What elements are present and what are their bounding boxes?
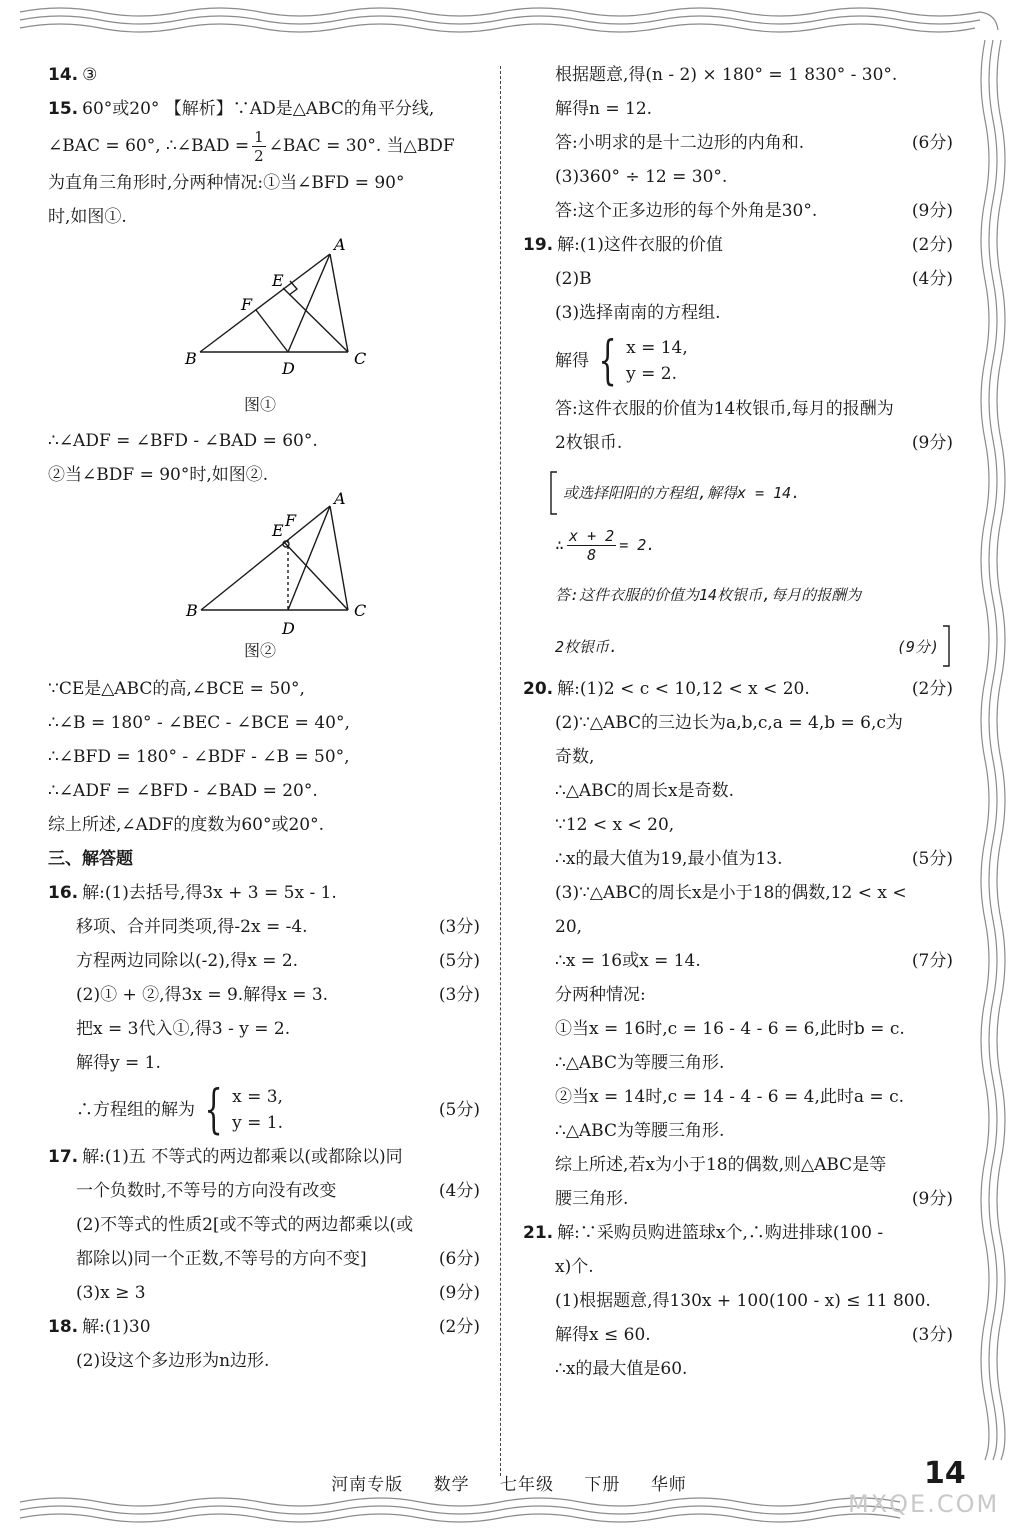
- q15-number: 15.: [48, 99, 79, 119]
- score: (4分): [911, 269, 953, 289]
- q20-line1: [523, 672, 953, 706]
- q21-line4: [523, 1318, 953, 1352]
- q19-text: 答:这件衣服的价值为14枚银币,每月的报酬为: [555, 399, 894, 419]
- q21-text: 解:∵采购员购进篮球x个,∴购进排球(100 -: [557, 1223, 884, 1243]
- score: (7分): [911, 951, 953, 971]
- q15-text: ②当∠BDF = 90°时,如图②.: [48, 465, 269, 485]
- q18-text: 解得n = 12.: [555, 99, 653, 119]
- q21-text: (1)根据题意,得130x + 100(100 - x) ≤ 11 800.: [555, 1291, 931, 1311]
- q21-text: x)个.: [555, 1257, 594, 1277]
- q18-line1: [48, 1310, 480, 1344]
- q14-line: [48, 58, 480, 92]
- score: (5分): [438, 951, 480, 971]
- q15-text: 60°或20° 【解析】∵AD是△ABC的角平分线,: [82, 99, 435, 119]
- q20-line7: [523, 876, 953, 910]
- q21-line3: [523, 1284, 953, 1318]
- fraction-denominator: 8: [587, 545, 597, 564]
- label-e: E: [272, 271, 284, 290]
- q20-line6: [523, 842, 953, 876]
- q21-line2: [523, 1250, 953, 1284]
- page-number: 14: [924, 1456, 966, 1491]
- q18c-line4: [523, 160, 953, 194]
- figure-2-diagram: [48, 492, 480, 642]
- q18-text: 解:(1)30: [82, 1317, 151, 1337]
- q20-line11: [523, 1012, 953, 1046]
- q20-text: ∴x的最大值为19,最小值为13.: [555, 849, 783, 869]
- right-column: [523, 58, 953, 1386]
- equation-system: [195, 1080, 283, 1140]
- system-row: x = 14,: [626, 338, 688, 358]
- left-column: [48, 58, 480, 1378]
- score: (4分): [438, 1181, 480, 1201]
- note-text: = 2.: [619, 536, 656, 554]
- q15-line11: [48, 808, 480, 842]
- q20-text: 腰三角形.: [555, 1189, 629, 1209]
- score: (9分): [911, 201, 953, 221]
- label-f: F: [241, 295, 253, 314]
- q14-number: 14.: [48, 65, 79, 85]
- q19-text: (2)B: [555, 269, 592, 289]
- q15-line1: [48, 92, 480, 126]
- q17-text: (3)x ≥ 3: [76, 1283, 146, 1303]
- q20-line3: [523, 740, 953, 774]
- q15-line7: [48, 672, 480, 706]
- system-row: x = 3,: [232, 1087, 283, 1107]
- q18c-line2: [523, 92, 953, 126]
- q15-text: 综上所述,∠ADF的度数为60°或20°.: [48, 815, 325, 835]
- bisector-ad: [288, 254, 330, 352]
- q17-line3: [48, 1208, 480, 1242]
- q15-text: ∠BAC = 60°, ∴∠BAD =: [48, 136, 250, 156]
- side-ba: [201, 506, 330, 610]
- score: (9分): [896, 638, 939, 656]
- q15-line10: [48, 774, 480, 808]
- q18-text: 根据题意,得(n - 2) × 180° = 1 830° - 30°.: [555, 65, 898, 85]
- footer-grade: 七年级: [500, 1475, 554, 1495]
- score: (5分): [911, 849, 953, 869]
- q21-number: 21.: [523, 1223, 554, 1243]
- q15-text: ∵CE是△ABC的高,∠BCE = 50°,: [48, 679, 305, 699]
- q20-text: ∵12 < x < 20,: [555, 815, 675, 835]
- q16-text: 把x = 3代入①,得3 - y = 2.: [76, 1019, 291, 1039]
- q16-text: (2)① + ②,得3x = 9.解得x = 3.: [76, 985, 329, 1005]
- score: (3分): [911, 1325, 953, 1345]
- label-a: A: [334, 492, 346, 508]
- score: (2分): [911, 235, 953, 255]
- score: (9分): [911, 1189, 953, 1209]
- q20-line13: [523, 1080, 953, 1114]
- q20-text: ∴△ABC为等腰三角形.: [555, 1053, 725, 1073]
- q19-line2: [523, 262, 953, 296]
- q20-text: 解:(1)2 < c < 10,12 < x < 20.: [557, 679, 810, 699]
- q19-line3: [523, 296, 953, 330]
- q20-number: 20.: [523, 679, 554, 699]
- score: (3分): [438, 917, 480, 937]
- q21-line1: [523, 1216, 953, 1250]
- q16-text: ∴方程组的解为: [76, 1100, 195, 1120]
- footer-region: 河南专版: [331, 1475, 404, 1495]
- q17-line2: [48, 1174, 480, 1208]
- q18-text: 答:这个正多边形的每个外角是30°.: [555, 201, 818, 221]
- q16-text: 解:(1)去括号,得3x + 3 = 5x - 1.: [82, 883, 337, 903]
- note-text: 2枚银币.: [555, 638, 619, 656]
- q20-text: 奇数,: [555, 747, 595, 767]
- figure-2-caption: 图②: [244, 641, 277, 660]
- q15-line6: [48, 458, 480, 492]
- q19-line1: [523, 228, 953, 262]
- label-d: D: [282, 359, 295, 378]
- q20-line10: [523, 978, 953, 1012]
- q16-line2: [48, 910, 480, 944]
- q20-text: 综上所述,若x为小于18的偶数,则△ABC是等: [555, 1155, 887, 1175]
- q17-text: 一个负数时,不等号的方向没有改变: [76, 1181, 337, 1201]
- q20-text: 分两种情况:: [555, 985, 646, 1005]
- q15-text: ∴∠ADF = ∠BFD - ∠BAD = 20°.: [48, 781, 318, 801]
- fraction-numerator: x + 2: [569, 526, 615, 545]
- q20-text: ∴x = 16或x = 14.: [555, 951, 701, 971]
- right-angle-mark: [289, 281, 297, 295]
- label-f: F: [285, 511, 297, 530]
- q20-text: ∴△ABC的周长x是奇数.: [555, 781, 734, 801]
- q14-answer: ③: [82, 65, 98, 85]
- system-row: y = 1.: [232, 1113, 283, 1133]
- footer-subject: 数学: [433, 1475, 470, 1495]
- q19-number: 19.: [523, 235, 554, 255]
- fraction-numerator: 1: [254, 127, 264, 146]
- q20-text: ①当x = 16时,c = 16 - 4 - 6 = 6,此时b = c.: [555, 1019, 905, 1039]
- alternative-solution-note: [523, 466, 953, 672]
- figure-2: [48, 492, 480, 672]
- q18-line2: [48, 1344, 480, 1378]
- q21-line5: [523, 1352, 953, 1386]
- figure-1: [48, 234, 480, 424]
- score: (6分): [911, 133, 953, 153]
- label-c: C: [354, 349, 367, 368]
- q15-line3: [48, 166, 480, 200]
- label-a: A: [334, 235, 346, 254]
- q16-line1: [48, 876, 480, 910]
- footer-publisher: 华师: [650, 1475, 687, 1495]
- q17-line4: [48, 1242, 480, 1276]
- q19-text: (3)选择南南的方程组.: [555, 303, 721, 323]
- q20-line4: [523, 774, 953, 808]
- q17-text: (2)不等式的性质2[或不等式的两边都乘以(或: [76, 1215, 414, 1235]
- q17-line1: [48, 1140, 480, 1174]
- q16-text: 方程两边同除以(-2),得x = 2.: [76, 951, 299, 971]
- q20-line15: [523, 1148, 953, 1182]
- q20-line2: [523, 706, 953, 740]
- q16-line3: [48, 944, 480, 978]
- section-title: 三、解答题: [48, 849, 133, 869]
- q21-text: ∴x的最大值是60.: [555, 1359, 688, 1379]
- note-line3: [555, 578, 861, 612]
- note-text: 答:这件衣服的价值为14枚银币,每月的报酬为: [555, 586, 862, 604]
- brace-icon: {: [204, 1080, 223, 1140]
- q15-line8: [48, 706, 480, 740]
- q20-text: (3)∵△ABC的周长x是小于18的偶数,12 < x <: [555, 883, 907, 903]
- q17-line5: [48, 1276, 480, 1310]
- q21-text: 解得x ≤ 60.: [555, 1325, 651, 1345]
- score: (6分): [438, 1249, 480, 1269]
- q15-text: 时,如图①.: [48, 207, 127, 227]
- q15-text: ∴∠B = 180° - ∠BEC - ∠BCE = 40°,: [48, 713, 350, 733]
- label-b: B: [186, 601, 198, 620]
- note-text: 或选择阳阳的方程组,解得x = 14.: [563, 484, 801, 502]
- q16-text: 解得y = 1.: [76, 1053, 161, 1073]
- q19-text: 2枚银币.: [555, 433, 623, 453]
- q16-line7: [48, 1080, 480, 1140]
- q19-text: 解:(1)这件衣服的价值: [557, 235, 723, 255]
- footer-volume: 下册: [584, 1475, 621, 1495]
- score: (2分): [911, 679, 953, 699]
- q19-line6: [523, 426, 953, 460]
- label-b: B: [185, 349, 197, 368]
- q18-text: 答:小明求的是十二边形的内角和.: [555, 133, 805, 153]
- q15-text: ∠BAC = 30°. 当△BDF: [268, 136, 455, 156]
- q16-line5: [48, 1012, 480, 1046]
- system-row: y = 2.: [626, 364, 677, 384]
- watermark-logo: MXQE.COM: [848, 1490, 1000, 1518]
- q20-line14: [523, 1114, 953, 1148]
- q16-line4: [48, 978, 480, 1012]
- segment-df: [256, 310, 288, 352]
- score: (5分): [438, 1100, 480, 1120]
- q20-text: 20,: [555, 917, 583, 937]
- q15-line5: [48, 424, 480, 458]
- q18c-line3: [523, 126, 953, 160]
- q18c-line1: [523, 58, 953, 92]
- fraction: [252, 128, 266, 165]
- score: (2分): [438, 1317, 480, 1337]
- q20-line12: [523, 1046, 953, 1080]
- q19-text: 解得: [555, 351, 589, 371]
- q19-line4: [523, 330, 953, 392]
- score: (9分): [911, 433, 953, 453]
- q20-text: (2)∵△ABC的三边长为a,b,c,a = 4,b = 6,c为: [555, 713, 903, 733]
- q15-text: 为直角三角形时,分两种情况:①当∠BFD = 90°: [48, 173, 405, 193]
- q15-text: ∴∠ADF = ∠BFD - ∠BAD = 60°.: [48, 431, 318, 451]
- q20-line8: [523, 910, 953, 944]
- label-c: C: [354, 601, 367, 620]
- q17-text: 解:(1)五 不等式的两边都乘以(或都除以)同: [82, 1147, 403, 1167]
- fraction-denominator: 2: [254, 146, 264, 165]
- q17-text: 都除以)同一个正数,不等号的方向不变]: [76, 1249, 367, 1269]
- q18-text: (3)360° ÷ 12 = 30°.: [555, 167, 728, 187]
- note-text: ∴: [555, 536, 565, 554]
- brace-icon: {: [598, 331, 617, 391]
- q18-number: 18.: [48, 1317, 79, 1337]
- q19-line5: [523, 392, 953, 426]
- fraction: [567, 527, 616, 564]
- q18c-line5: [523, 194, 953, 228]
- q15-line4: [48, 200, 480, 234]
- q16-line6: [48, 1046, 480, 1080]
- q15-line2: [48, 126, 480, 166]
- q20-text: ∴△ABC为等腰三角形.: [555, 1121, 725, 1141]
- equation-system: [589, 331, 688, 391]
- q16-text: 移项、合并同类项,得-2x = -4.: [76, 917, 308, 937]
- q17-number: 17.: [48, 1147, 79, 1167]
- q20-line5: [523, 808, 953, 842]
- side-ba: [200, 254, 330, 352]
- q16-number: 16.: [48, 883, 79, 903]
- q20-text: ②当x = 14时,c = 14 - 4 - 6 = 4,此时a = c.: [555, 1087, 904, 1107]
- column-divider: [500, 66, 501, 1476]
- section-heading: [48, 842, 480, 876]
- note-line1: [563, 476, 800, 510]
- score: (9分): [438, 1283, 480, 1303]
- q20-line16: [523, 1182, 953, 1216]
- q20-line9: [523, 944, 953, 978]
- q18-text: (2)设这个多边形为n边形.: [76, 1351, 270, 1371]
- note-line4: [555, 630, 939, 664]
- figure-1-diagram: [48, 234, 480, 394]
- q15-line9: [48, 740, 480, 774]
- label-d: D: [282, 619, 295, 638]
- label-e: E: [272, 521, 284, 540]
- q15-text: ∴∠BFD = 180° - ∠BDF - ∠B = 50°,: [48, 747, 350, 767]
- score: (3分): [438, 985, 480, 1005]
- note-line2: [555, 524, 655, 566]
- figure-1-caption: 图①: [244, 395, 277, 414]
